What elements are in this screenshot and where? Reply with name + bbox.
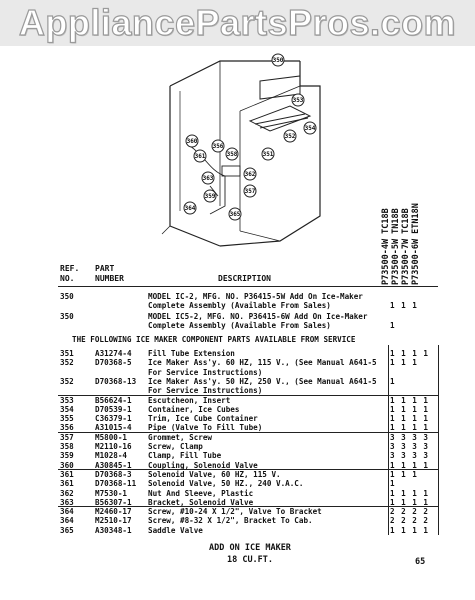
cell-marks: 1 1 1 1	[390, 497, 430, 507]
cell-desc: Fill Tube Extension	[148, 349, 235, 358]
cell-desc: Saddle Valve	[148, 525, 203, 535]
svg-text:354: 354	[304, 125, 316, 132]
cell-desc: Screw, #10-24 X 1/2", Valve To Bracket	[148, 507, 322, 517]
cell-ref: 358	[60, 442, 74, 451]
watermark-banner	[0, 0, 475, 46]
cell-ref: 360	[60, 460, 74, 470]
cell-part: D70368-3	[95, 469, 132, 479]
cell-part: M5800-1	[95, 432, 128, 442]
cell-ref: 352	[60, 376, 74, 386]
cell-desc: Ice Maker Ass'y. 60 HZ, 115 V., (See Manual A641-5	[148, 358, 377, 368]
svg-text:352: 352	[284, 133, 296, 140]
cell-ref: 365	[60, 525, 74, 535]
cell-desc: Pipe (Valve To Fill Tube)	[148, 423, 263, 433]
cell-part: M2110-16	[95, 442, 132, 451]
model-col-3: P73500-7W TC18B	[401, 208, 411, 285]
model-col-4: P73500-6W ETN18N	[411, 203, 421, 285]
cell-marks: 1 1 1 1	[390, 395, 430, 405]
cell-desc: Solenoid Valve, 60 HZ, 115 V.	[148, 469, 281, 479]
cell-part: D70368-5	[95, 358, 132, 368]
cell-ref: 352	[60, 358, 74, 368]
svg-text:362: 362	[244, 171, 256, 178]
cell-part: A30845-1	[95, 460, 132, 470]
cell-part: A31015-4	[95, 423, 132, 433]
cell-part: M2460-17	[95, 507, 132, 517]
cell-part: D70368-11	[95, 479, 137, 489]
table-row: Complete Assembly (Available From Sales) 1 1 1	[148, 301, 418, 310]
cell-ref: 363	[60, 497, 74, 507]
page-number: 65	[415, 557, 426, 567]
model-col-2: P73500-5W TN18B	[391, 208, 401, 285]
cell-part: M2510-17	[95, 516, 132, 526]
cell-ref: 356	[60, 423, 74, 433]
cell-marks: 1 1 1 1	[390, 414, 430, 424]
cell-desc: Clamp, Fill Tube	[148, 451, 222, 461]
header-description: DESCRIPTION	[218, 274, 271, 283]
cell-marks: 3 3 3 3	[390, 432, 430, 442]
cell-ref: 364	[60, 516, 74, 526]
header-ref: REF. NO.	[60, 264, 80, 283]
callout-363	[202, 172, 214, 184]
svg-text:363: 363	[202, 175, 214, 182]
callout-353	[292, 94, 304, 106]
cell-desc: Coupling, Solenoid Valve	[148, 460, 258, 470]
cell-part: D70539-1	[95, 404, 132, 414]
cell-marks: 3 3 3 3	[390, 442, 430, 451]
cell-marks: 2 2 2 2	[390, 516, 430, 526]
table-row: 350 MODEL IC5-2, MFG. NO. P36415-6W Add On Ice-Maker	[60, 312, 368, 321]
cell-desc: Nut And Sleeve, Plastic	[148, 488, 254, 498]
cell-desc: Trim, Ice Cube Container	[148, 414, 258, 424]
cell-marks: 1 1 1 1	[390, 349, 430, 358]
cell-ref: 353	[60, 395, 74, 405]
cell-ref: 364	[60, 507, 74, 517]
cell-desc: Grommet, Screw	[148, 432, 213, 442]
cell-marks: 1 1 1	[390, 469, 418, 479]
svg-text:353: 353	[292, 97, 304, 104]
cell-desc: Bracket, Solenoid Valve	[148, 497, 254, 507]
cell-desc: Escutcheon, Insert	[148, 395, 231, 405]
callout-360	[186, 135, 198, 147]
cell-desc: For Service Instructions)	[148, 386, 263, 396]
cell-marks: 1	[390, 376, 396, 386]
callout-362	[244, 168, 256, 180]
callout-356	[212, 140, 224, 152]
cell-ref: 355	[60, 414, 74, 424]
callout-350	[272, 54, 284, 66]
callout-358	[226, 148, 238, 160]
cell-ref: 357	[60, 432, 74, 442]
footer-title: ADD ON ICE MAKER	[209, 543, 291, 553]
cell-part: A30348-1	[95, 525, 132, 535]
cell-ref: 361	[60, 479, 74, 489]
cell-marks: 1 1 1 1	[390, 404, 430, 414]
cell-marks: 1	[390, 479, 396, 489]
callout-357	[244, 185, 256, 197]
cell-desc: Screw, #8-32 X 1/2", Bracket To Cab.	[148, 516, 313, 526]
cell-marks: 1 1 1 1	[390, 423, 430, 433]
table-row: Complete Assembly (Available From Sales) 1	[148, 321, 396, 330]
svg-text:357: 357	[244, 188, 256, 195]
cell-desc: Ice Maker Ass'y. 50 HZ, 250 V., (See Manual A641-5	[148, 376, 377, 386]
svg-text:358: 358	[226, 151, 238, 158]
table-row: 350 MODEL IC-2, MFG. NO. P36415-5W Add On Ice-Maker	[60, 292, 363, 301]
table-row	[0, 526, 475, 536]
cell-ref: 354	[60, 404, 74, 414]
header-part: PART NUMBER	[95, 264, 124, 283]
cell-desc: Container, Ice Cubes	[148, 404, 240, 414]
header-rule	[58, 286, 438, 287]
cell-desc: For Service Instructions)	[148, 367, 263, 377]
svg-text:364: 364	[184, 205, 196, 212]
column-rule	[388, 345, 389, 535]
svg-text:350: 350	[272, 57, 284, 64]
column-rule	[438, 345, 439, 535]
callout-352	[284, 130, 296, 142]
callout-364	[184, 202, 196, 214]
footer-subtitle: 18 CU.FT.	[226, 555, 274, 565]
cell-marks: 1 1 1 1	[390, 460, 430, 470]
cell-marks: 2 2 2 2	[390, 507, 430, 517]
cell-desc: Screw, Clamp	[148, 442, 203, 451]
svg-text:351: 351	[262, 151, 274, 158]
callout-365	[229, 208, 241, 220]
cell-part: M1028-4	[95, 451, 128, 461]
ice-maker-diagram	[150, 46, 330, 256]
cell-part: B56307-1	[95, 497, 132, 507]
cell-marks: 3 3 3 3	[390, 451, 430, 461]
model-col-1: P73500-4W TC18B	[381, 208, 391, 285]
cell-ref: 362	[60, 488, 74, 498]
cell-part: D70368-13	[95, 376, 137, 386]
cell-marks: 1 1 1	[390, 358, 418, 368]
svg-text:356: 356	[212, 143, 224, 150]
cell-part: M7530-1	[95, 488, 128, 498]
svg-text:360: 360	[186, 138, 198, 145]
cell-part: A31274-4	[95, 349, 132, 358]
cell-marks: 1 1 1 1	[390, 525, 430, 535]
svg-text:359: 359	[204, 193, 216, 200]
callout-361	[194, 150, 206, 162]
callout-351	[262, 148, 274, 160]
cell-ref: 351	[60, 349, 74, 358]
callout-354	[304, 122, 316, 134]
cell-desc: Solenoid Valve, 50 HZ., 240 V.A.C.	[148, 479, 304, 489]
model-columns	[381, 203, 455, 285]
callout-359	[204, 190, 216, 202]
cell-marks: 1 1 1 1	[390, 488, 430, 498]
cell-part: C36379-1	[95, 414, 132, 424]
svg-text:361: 361	[194, 153, 206, 160]
svg-text:365: 365	[229, 211, 241, 218]
cell-ref: 359	[60, 451, 74, 461]
cell-ref: 361	[60, 469, 74, 479]
cell-part: B56624-1	[95, 395, 132, 405]
section-title: THE FOLLOWING ICE MAKER COMPONENT PARTS AVAILABLE FROM SERVICE	[72, 335, 356, 344]
watermark-text: AppliancePartsPros.com	[18, 2, 457, 43]
